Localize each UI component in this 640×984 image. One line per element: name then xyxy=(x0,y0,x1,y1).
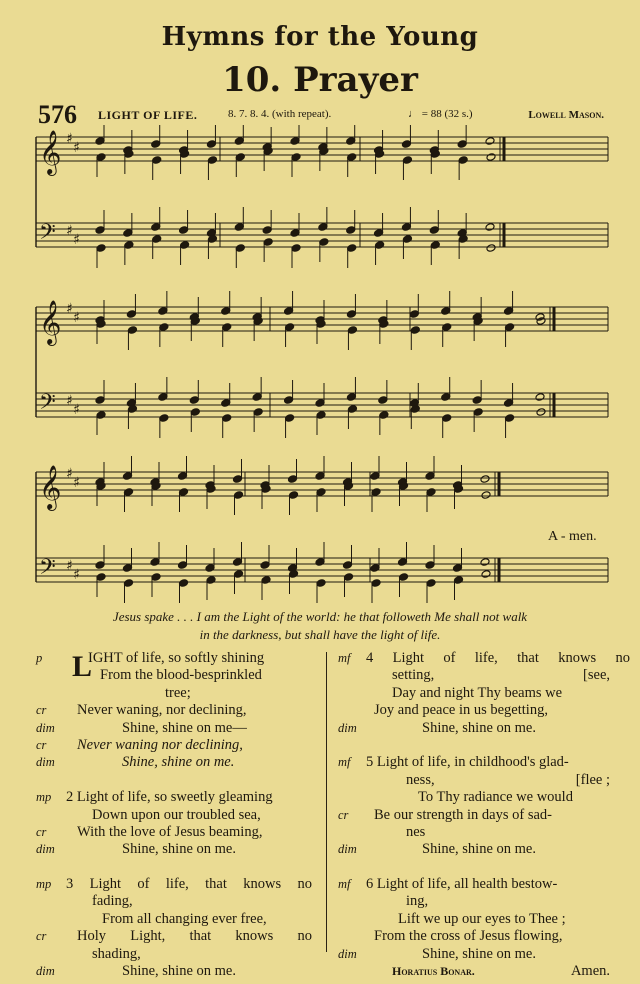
note-head xyxy=(290,137,300,146)
verse-line xyxy=(330,824,640,841)
note-head xyxy=(123,229,133,238)
verse-text: Shine, shine on me. xyxy=(422,841,536,858)
dynamic-marking: mf xyxy=(338,877,351,892)
note-head xyxy=(159,323,169,332)
note-head xyxy=(284,396,294,405)
note-head xyxy=(206,576,216,585)
note-head xyxy=(375,241,385,250)
note-head xyxy=(441,393,451,402)
note-head xyxy=(505,414,515,423)
quarter-note-icon: ♩ xyxy=(408,108,419,120)
verse-line xyxy=(0,859,322,876)
note-head xyxy=(425,472,435,481)
verse-line xyxy=(330,754,640,771)
verse-line xyxy=(330,911,640,928)
sharp-icon: ♯ xyxy=(73,567,80,583)
note-head xyxy=(346,393,356,402)
note-head xyxy=(261,576,271,585)
note-head xyxy=(473,408,483,417)
verse-text: fading, xyxy=(92,893,133,910)
note-head xyxy=(410,326,420,335)
verse-line xyxy=(0,841,322,858)
note-head xyxy=(190,408,200,417)
note-head xyxy=(96,411,106,420)
note-head xyxy=(289,491,299,500)
section-title: Hymns for the Young xyxy=(161,22,479,52)
note-head xyxy=(347,326,357,335)
verses-left-column xyxy=(0,650,322,980)
verse-text: 5 Light of life, in childhood's glad- xyxy=(366,754,569,771)
note-head xyxy=(126,310,136,319)
verse-text: ing, xyxy=(406,893,429,910)
half-note-head xyxy=(536,317,546,326)
note-head xyxy=(315,558,325,567)
treble-clef: 𝄞 xyxy=(39,300,62,344)
note-head xyxy=(95,561,105,570)
verse-text: Shine, shine on me. xyxy=(122,841,236,858)
half-note-head xyxy=(535,313,545,322)
note-head xyxy=(151,573,161,582)
verse-line xyxy=(0,963,322,980)
note-head xyxy=(401,140,411,149)
note-head xyxy=(158,307,168,316)
verse-line xyxy=(0,737,322,754)
dynamic-marking: cr xyxy=(36,929,47,944)
note-head xyxy=(95,396,105,405)
note-head xyxy=(347,244,357,253)
note-head xyxy=(379,411,389,420)
note-head xyxy=(222,414,232,423)
note-head xyxy=(399,573,409,582)
note-head xyxy=(505,323,515,332)
verse-line xyxy=(0,685,322,702)
note-head xyxy=(189,396,199,405)
note-head xyxy=(370,472,380,481)
note-head xyxy=(123,472,133,481)
note-head xyxy=(457,140,467,149)
sharp-icon: ♯ xyxy=(73,475,80,491)
note-head xyxy=(179,488,189,497)
sharp-icon: ♯ xyxy=(66,558,73,574)
verse-text: To Thy radiance we would xyxy=(418,789,573,806)
note-head xyxy=(430,241,440,250)
half-note-head xyxy=(485,137,495,146)
tune-name: LIGHT OF LIFE. xyxy=(98,108,198,122)
verse-line xyxy=(330,720,640,737)
composer: Lowell Mason. xyxy=(528,109,604,121)
note-head xyxy=(454,576,464,585)
sharp-icon: ♯ xyxy=(66,301,73,317)
note-head xyxy=(233,475,243,484)
dynamic-marking: p xyxy=(36,651,43,665)
verse-line xyxy=(0,824,322,841)
note-head xyxy=(233,558,243,567)
verse-text: 6 Light of life, all health bestow- xyxy=(366,876,558,893)
note-head xyxy=(234,137,244,146)
dynamic-marking: mp xyxy=(36,790,52,805)
verse-line xyxy=(330,807,640,824)
scripture-quote xyxy=(30,608,610,644)
verse-text: With the love of Jesus beaming, xyxy=(77,823,263,840)
note-head xyxy=(235,153,245,162)
verse-line xyxy=(0,911,322,928)
verse-text: Down upon our troubled sea, xyxy=(92,806,261,823)
note-head xyxy=(234,491,244,500)
tune-header xyxy=(38,100,608,129)
note-head xyxy=(442,414,452,423)
dynamic-marking: cr xyxy=(36,703,47,718)
verse-text: Never waning nor declining, xyxy=(77,736,243,753)
half-note-head xyxy=(480,475,490,484)
note-head xyxy=(151,140,161,149)
verse-text: 4 Light of life, that knows no xyxy=(366,650,630,666)
verse-line xyxy=(0,876,322,893)
treble-clef: 𝄞 xyxy=(39,465,62,509)
note-head xyxy=(402,156,412,165)
note-head xyxy=(291,244,301,253)
note-head xyxy=(347,153,357,162)
verse-line xyxy=(330,650,640,667)
note-head xyxy=(179,226,189,235)
note-head xyxy=(96,153,106,162)
dynamic-marking: cr xyxy=(36,824,47,839)
verse-text: Lift we up our eyes to Thee ; xyxy=(398,910,566,927)
note-head xyxy=(504,307,514,316)
note-head xyxy=(221,307,231,316)
sharp-icon: ♯ xyxy=(73,310,80,326)
verse-line xyxy=(0,928,322,945)
note-head xyxy=(347,405,357,414)
sharp-icon: ♯ xyxy=(73,140,80,156)
verse-text: IGHT of life, so softly shining xyxy=(88,650,265,666)
note-head xyxy=(285,414,295,423)
note-head xyxy=(253,408,263,417)
metronome-marking: ♩ = 88 (32 s.) xyxy=(408,108,473,120)
note-head xyxy=(262,226,272,235)
verse-line xyxy=(0,772,322,789)
note-head xyxy=(252,393,262,402)
verse-text: setting, xyxy=(392,667,435,684)
bass-clef: 𝄢 xyxy=(39,390,56,420)
verse-text: 2 Light of life, so sweetly gleaming xyxy=(66,789,273,806)
dynamic-marking: cr xyxy=(338,807,349,822)
note-head xyxy=(426,488,436,497)
note-head xyxy=(260,561,270,570)
column-divider xyxy=(326,652,327,952)
note-head xyxy=(288,475,298,484)
verse-line xyxy=(0,789,322,806)
verse-line xyxy=(0,702,322,719)
note-head xyxy=(374,229,384,238)
note-head xyxy=(234,570,244,579)
verse-line xyxy=(330,789,640,806)
verse-text: Joy and peace in us begetting, xyxy=(374,702,548,719)
scripture-line-2: in the darkness, but shall have the light of life. xyxy=(199,627,441,642)
verse-text: tree; xyxy=(165,684,191,701)
verse-text: From the blood-besprinkled xyxy=(100,667,262,684)
note-head xyxy=(318,223,328,232)
verse-line xyxy=(330,772,640,789)
verses-right-column xyxy=(330,650,640,980)
note-head xyxy=(263,238,273,247)
hymn-number: 576 xyxy=(38,100,77,129)
note-head xyxy=(316,411,326,420)
note-head xyxy=(371,579,381,588)
note-head xyxy=(206,140,216,149)
note-head xyxy=(95,226,105,235)
verse-text: From all changing ever free, xyxy=(102,910,267,927)
verse-line xyxy=(0,893,322,910)
note-head xyxy=(151,223,161,232)
note-head xyxy=(346,310,356,319)
half-note-head xyxy=(480,558,490,567)
note-head xyxy=(472,396,482,405)
verse-line xyxy=(0,807,322,824)
verse-line xyxy=(330,737,640,754)
dynamic-marking: mf xyxy=(338,651,351,665)
sharp-icon: ♯ xyxy=(66,131,73,147)
note-head xyxy=(150,558,160,567)
note-head xyxy=(205,564,215,573)
note-head xyxy=(316,488,326,497)
amen-end: Amen. xyxy=(570,963,610,980)
note-head xyxy=(123,564,133,573)
verse-line xyxy=(330,667,640,684)
dynamic-marking: dim xyxy=(36,755,55,770)
verse-line xyxy=(330,685,640,702)
bass-clef: 𝄢 xyxy=(39,555,56,585)
note-head xyxy=(284,307,294,316)
author: Horatius Bonar. xyxy=(392,964,475,979)
sharp-icon: ♯ xyxy=(73,402,80,418)
note-head xyxy=(221,399,231,408)
note-head xyxy=(179,579,189,588)
note-head xyxy=(124,579,134,588)
note-head xyxy=(346,137,356,146)
note-head xyxy=(378,396,388,405)
half-note-head xyxy=(486,153,496,162)
note-head xyxy=(96,244,106,253)
note-head xyxy=(152,156,162,165)
note-head xyxy=(158,393,168,402)
drop-cap: L xyxy=(72,650,93,683)
note-head xyxy=(316,579,326,588)
verse-text: Shine, shine on me. xyxy=(122,963,236,980)
dynamic-marking: dim xyxy=(338,720,357,735)
overflow-word: [see, xyxy=(583,667,610,684)
sharp-icon: ♯ xyxy=(66,223,73,239)
verse-text: Be our strength in days of sad- xyxy=(374,806,552,823)
overflow-word: [flee ; xyxy=(575,771,610,788)
verse-line xyxy=(0,667,322,684)
verse-line xyxy=(330,946,640,963)
verse-line xyxy=(330,963,640,980)
note-head xyxy=(441,307,451,316)
sharp-icon: ♯ xyxy=(73,232,80,248)
note-head xyxy=(315,472,325,481)
note-head xyxy=(290,229,300,238)
verse-text: Day and night Thy beams we xyxy=(392,684,563,701)
meter: 8. 7. 8. 4. (with repeat). xyxy=(228,108,332,120)
note-head xyxy=(178,561,188,570)
verse-line xyxy=(330,893,640,910)
verse-text: shading, xyxy=(92,945,141,962)
dynamic-marking: dim xyxy=(36,720,55,735)
note-head xyxy=(127,326,137,335)
verse-text: Shine, shine on me. xyxy=(422,945,536,962)
note-head xyxy=(152,235,162,244)
note-head xyxy=(124,241,134,250)
note-head xyxy=(291,153,301,162)
verse-line xyxy=(330,928,640,945)
dynamic-marking: mf xyxy=(338,755,351,770)
verse-text: Never waning, nor declining, xyxy=(77,702,247,719)
note-head xyxy=(319,238,329,247)
dynamic-marking: mp xyxy=(36,877,52,892)
half-note-head xyxy=(481,570,491,579)
bass-clef: 𝄢 xyxy=(39,220,56,250)
half-note-head xyxy=(481,491,491,500)
note-head xyxy=(504,399,514,408)
note-head xyxy=(344,573,354,582)
note-head xyxy=(96,573,106,582)
note-head xyxy=(398,558,408,567)
treble-clef: 𝄞 xyxy=(39,130,62,174)
scripture-line-1: Jesus spake . . . I am the Light of the world: he that followeth Me shall not walk xyxy=(112,609,528,624)
note-head xyxy=(222,323,232,332)
note-head xyxy=(401,223,411,232)
note-head xyxy=(315,399,325,408)
verse-text: 3 Light of life, that knows no xyxy=(66,876,312,893)
verse-line xyxy=(0,720,322,737)
dynamic-marking: dim xyxy=(36,964,55,979)
note-head xyxy=(458,156,468,165)
note-head xyxy=(426,579,436,588)
note-head xyxy=(95,137,105,146)
note-head xyxy=(343,561,353,570)
verse-line xyxy=(330,876,640,893)
verse-line xyxy=(0,946,322,963)
note-head xyxy=(234,223,244,232)
note-head xyxy=(285,323,295,332)
note-head xyxy=(180,241,190,250)
verse-text: nes xyxy=(406,823,426,840)
verse-text: ness, xyxy=(406,771,435,788)
note-head xyxy=(409,310,419,319)
dynamic-marking: dim xyxy=(338,842,357,857)
verse-text: Shine, shine on me— xyxy=(122,719,247,736)
dynamic-marking: dim xyxy=(36,842,55,857)
note-head xyxy=(453,564,463,573)
verse-text: Shine, shine on me. xyxy=(422,719,536,736)
half-note-head xyxy=(535,393,545,402)
verse-text: From the cross of Jesus flowing, xyxy=(374,928,563,945)
note-head xyxy=(159,414,169,423)
note-head xyxy=(371,488,381,497)
note-head xyxy=(402,235,412,244)
note-head xyxy=(442,323,452,332)
note-head xyxy=(346,226,356,235)
sharp-icon: ♯ xyxy=(66,393,73,409)
verse-line xyxy=(330,859,640,876)
dynamic-marking: dim xyxy=(338,946,357,961)
hymn-title: 10. Prayer xyxy=(222,60,418,100)
verse-text: Holy Light, that knows no xyxy=(77,928,312,945)
note-head xyxy=(429,226,439,235)
sharp-icon: ♯ xyxy=(66,466,73,482)
dynamic-marking: cr xyxy=(36,737,47,752)
half-note-head xyxy=(485,223,495,232)
verse-line xyxy=(330,702,640,719)
verse-text: Shine, shine on me. xyxy=(122,754,235,771)
half-note-head xyxy=(486,244,496,253)
music-score xyxy=(0,125,640,605)
note-head xyxy=(207,156,217,165)
note-head xyxy=(370,564,380,573)
verse-line xyxy=(330,841,640,858)
note-head xyxy=(425,561,435,570)
amen-lyric: A - men. xyxy=(548,529,597,544)
note-head xyxy=(235,244,245,253)
verse-line xyxy=(0,754,322,771)
half-note-head xyxy=(536,408,546,417)
note-head xyxy=(124,488,134,497)
note-head xyxy=(178,472,188,481)
